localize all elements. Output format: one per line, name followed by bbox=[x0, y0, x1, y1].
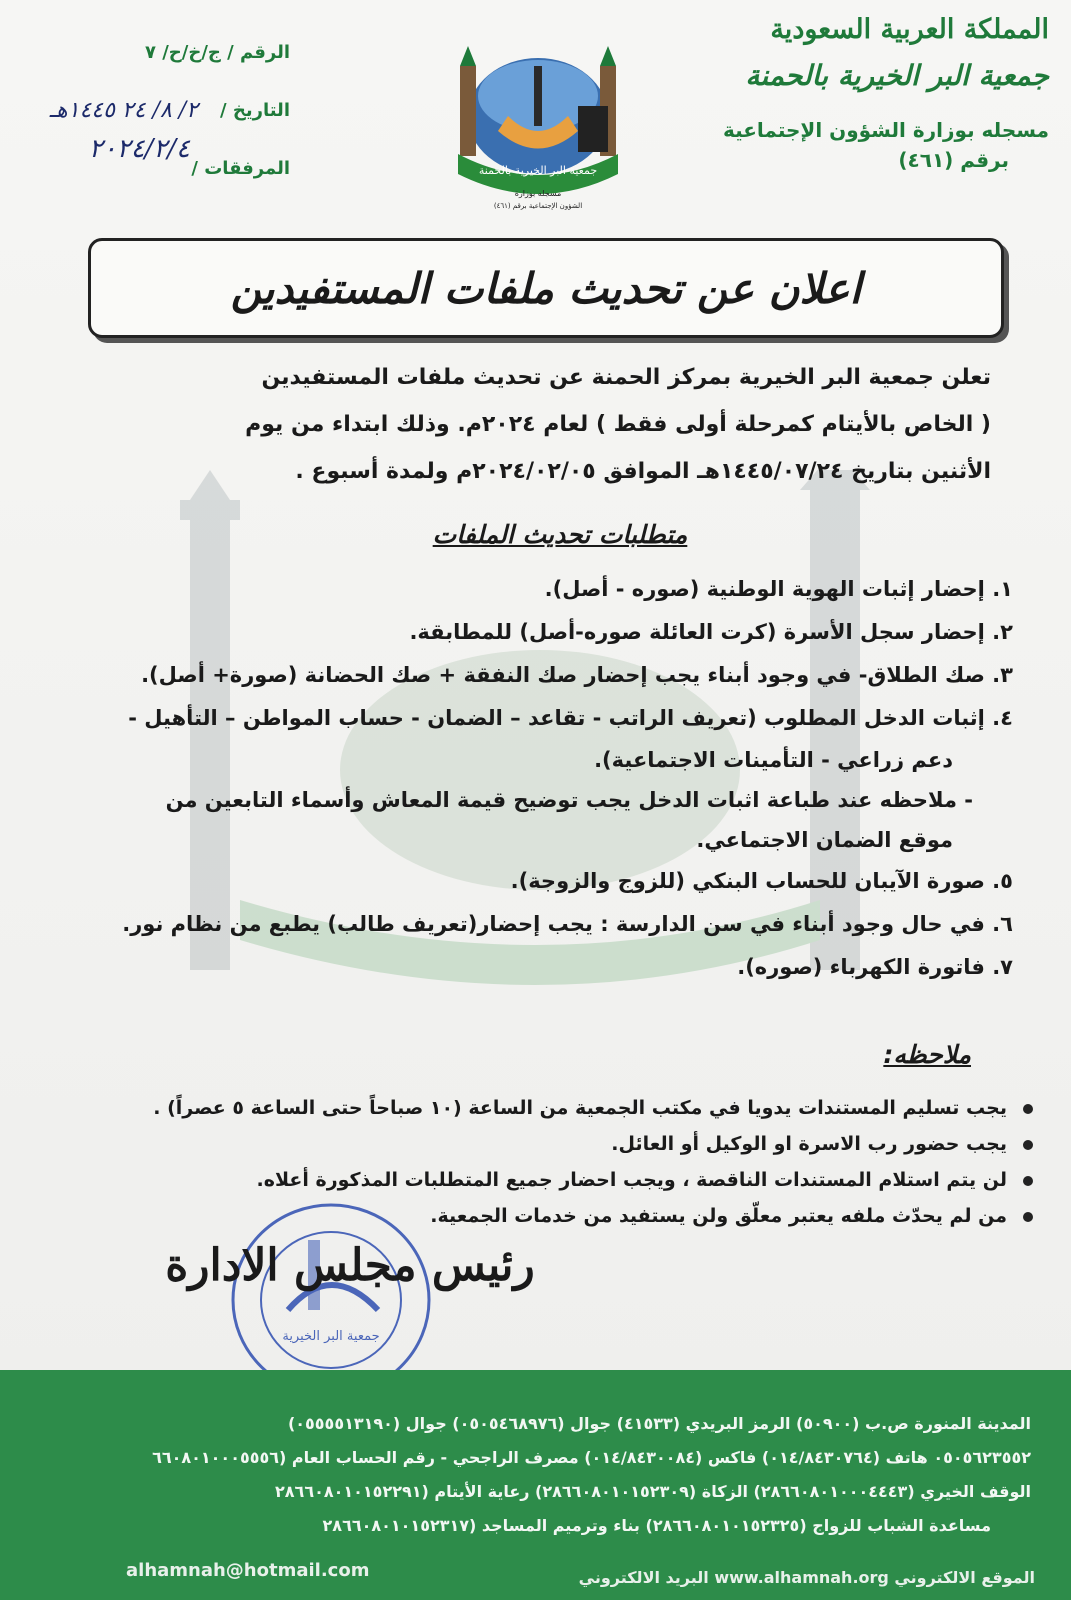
requirement-item: ٦. في حال وجود أبناء في سن الدارسة : يجب إحضار(تعريف طالب) يطبع من نظام نور. bbox=[122, 912, 1013, 936]
bullet-icon bbox=[1023, 1104, 1033, 1114]
note-text: يجب حضور رب الاسرة او الوكيل أو العائل. bbox=[611, 1133, 1007, 1155]
handwritten-hijri-date: ٢/ ٨/ ٢٤ ١٤٤٥هـ bbox=[49, 98, 198, 123]
requirement-item: ٢. إحضار سجل الأسرة (كرت العائلة صوره-أصل) للمطابقة. bbox=[409, 620, 1013, 644]
intro-line: تعلن جمعية البر الخيرية بمركز الحمنة عن تحديث ملفات المستفيدين bbox=[261, 365, 991, 390]
handwritten-greg-date: ٢٠٢٤/٢/٤ bbox=[88, 134, 190, 164]
requirement-item: ٧. فاتورة الكهرباء (صوره). bbox=[737, 955, 1013, 979]
org-name: جمعية البر الخيرية بالحمنة bbox=[745, 59, 1049, 92]
announcement-title: اعلان عن تحديث ملفات المستفيدين bbox=[230, 263, 862, 313]
note-text: لن يتم استلام المستندات الناقصة ، ويجب احضار جميع المتطلبات المذكورة أعلاه. bbox=[256, 1169, 1007, 1191]
footer-line: المدينة المنورة ص.ب (٥٠٩٠٠) الرمز البريدي (٤١٥٣٣) جوال (٠٥٠٥٤٦٨٩٧٦) جوال (٠٥٥٥٥١٣١٩٠) bbox=[287, 1414, 1031, 1433]
signature-title: رئيس مجلس الادارة bbox=[165, 1240, 535, 1291]
logo-caption-2: الشؤون الإجتماعية برقم (٤٦١) bbox=[493, 202, 583, 210]
note-item bbox=[73, 1162, 1033, 1198]
registration-line: مسجله بوزارة الشؤون الإجتماعية bbox=[722, 118, 1049, 142]
reference-block bbox=[20, 42, 290, 216]
date-label: التاريخ / bbox=[220, 100, 290, 121]
requirements-heading: متطلبات تحديث الملفات bbox=[432, 520, 688, 549]
intro-line: ( الخاص بالأيتام كمرحلة أولى فقط ) لعام ٢٠٢٤م. وذلك ابتداء من يوم bbox=[245, 412, 991, 437]
country-name: المملكة العربية السعودية bbox=[770, 14, 1049, 45]
note-text: يجب تسليم المستندات يدويا في مكتب الجمعية من الساعة (١٠ صباحاً حتى الساعة ٥ عصراً) . bbox=[153, 1097, 1007, 1119]
requirement-item: ١. إحضار إثبات الهوية الوطنية (صوره - أصل). bbox=[544, 577, 1013, 601]
intro-line: الأثنين بتاريخ ١٤٤٥/٠٧/٢٤هـ الموافق ٢٠٢٤/٠٢/٠٥م ولمدة أسبوع . bbox=[295, 459, 991, 484]
notes-heading: ملاحظه: bbox=[883, 1040, 971, 1069]
requirement-item: ٣. صك الطلاق- في وجود أبناء يجب إحضار صك النفقة + صك الحضانة (صورة+ أصل). bbox=[141, 663, 1013, 687]
ref-label: الرقم / ج/خ/ح/ ٧ bbox=[144, 42, 290, 63]
org-logo bbox=[438, 36, 638, 212]
bullet-icon bbox=[1023, 1212, 1033, 1222]
logo-banner-text: جمعية البر الخيرية بالحمنة bbox=[478, 164, 598, 177]
footer-line: مساعدة الشباب للزواج (٢٨٦٦٠٨٠١٠١٥٢٣٢٥) بناء وترميم المساجد (٢٨٦٦٠٨٠١٠١٥٢٣١٧ bbox=[322, 1516, 991, 1535]
requirement-item: ٥. صورة الآيبان للحساب البنكي (للزوج والزوجة). bbox=[510, 869, 1013, 893]
announcement-title-box bbox=[88, 238, 1004, 338]
note-item bbox=[73, 1126, 1033, 1162]
requirement-note: - ملاحظه عند طباعة اثبات الدخل يجب توضيح قيمة المعاش وأسماء التابعين من bbox=[165, 788, 973, 812]
bullet-icon bbox=[1023, 1140, 1033, 1150]
ref-row bbox=[20, 42, 290, 100]
requirement-item: ٤. إثبات الدخل المطلوب (تعريف الراتب - تقاعد – الضمان - حساب المواطن – التأهيل - bbox=[128, 706, 1013, 730]
requirement-continuation: دعم زراعي - التأمينات الاجتماعية). bbox=[594, 748, 953, 772]
bullet-icon bbox=[1023, 1176, 1033, 1186]
intro-paragraph bbox=[81, 355, 991, 496]
note-text: من لم يحدّث ملفه يعتبر معلّق ولن يستفيد من خدمات الجمعية. bbox=[430, 1205, 1007, 1227]
email-link[interactable]: alhamnah@hotmail.com bbox=[126, 1560, 370, 1581]
registration-number: برقم (٤٦١) bbox=[898, 148, 1009, 172]
attach-row bbox=[20, 134, 290, 216]
notes-list bbox=[73, 1090, 1033, 1234]
website-label[interactable]: الموقع الالكتروني www.alhamnah.org البريد الالكتروني bbox=[578, 1568, 1035, 1587]
requirement-note-continuation: موقع الضمان الاجتماعي. bbox=[696, 828, 953, 852]
org-header bbox=[719, 14, 1049, 172]
note-item bbox=[73, 1090, 1033, 1126]
requirements-list bbox=[53, 568, 1013, 989]
logo-caption-1: مسجله بوزارة bbox=[514, 189, 562, 198]
footer-contact bbox=[0, 1370, 1071, 1600]
stamp-text: جمعية البر الخيرية bbox=[282, 1329, 380, 1344]
attachments-label: المرفقات / bbox=[191, 158, 290, 179]
footer-line: ٠٥٠٥٦٢٣٥٥٢ هاتف (٠١٤/٨٤٣٠٧٦٤) فاكس (٠١٤/٨٤٣٠٠٨٤) مصرف الراجحي - رقم الحساب العام (٦٦٠٨٠١٠٠٠٥٥٥٦ bbox=[152, 1448, 1031, 1467]
footer-line: الوقف الخيري (٢٨٦٦٠٨٠١٠٠٠٤٤٤٣) الزكاة (٢٨٦٦٠٨٠١٠١٥٢٣٠٩) رعاية الأيتام (٢٨٦٦٠٨٠١٠١٥٢٢٩١ bbox=[275, 1482, 1031, 1501]
note-item bbox=[73, 1198, 1033, 1234]
